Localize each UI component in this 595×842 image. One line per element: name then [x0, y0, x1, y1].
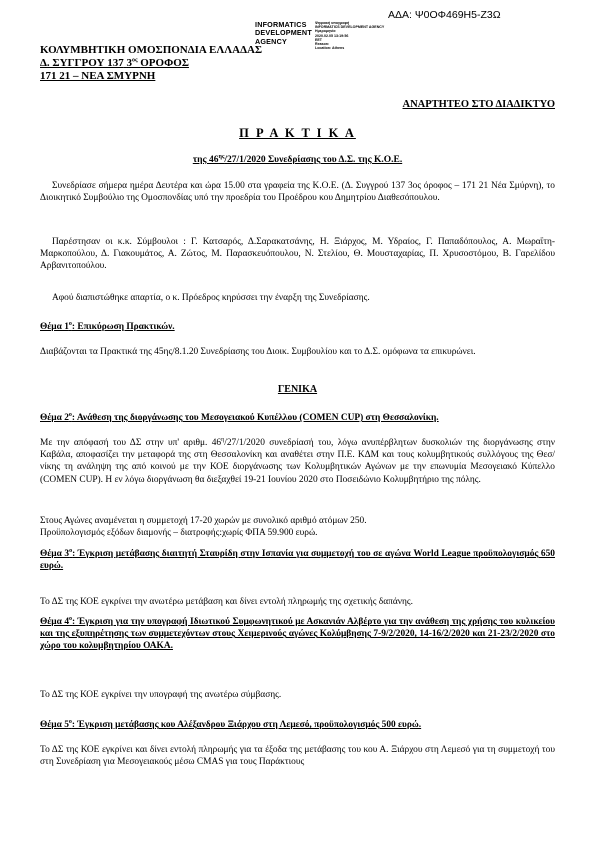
topic-2-heading: Θέμα $2^o$: Ανάθεση της διοργάνωσης του Μεσογειακού Κυπέλλου (COMEN CUP) στη Θεσσαλονίκη. — [40, 411, 439, 423]
topic-5-body: Το ΔΣ της ΚΟΕ εγκρίνει και δίνει εντολή πληρωμής για τα έξοδα της μετάβασης του κου Α. Ξιάρχου στη Λεμεσό για τη συμμετοχή του στη Συνεδρίαση για Μεσογειακούς μέσω CMAS για τους Παράκτιους — [40, 745, 555, 768]
org-header — [40, 44, 262, 83]
logo-line: INFORMATICS — [255, 20, 307, 29]
signature-line: EET — [315, 37, 322, 42]
document-title: Π Ρ Α Κ Τ Ι Κ Α — [239, 126, 356, 140]
org-name: ΚΟΛΥΜΒΗΤΙΚΗ ΟΜΟΣΠΟΝΔΙΑ ΕΛΛΑΔΑΣ — [40, 44, 263, 56]
logo-line: DEVELOPMENT — [255, 28, 312, 38]
topic-1-heading: Θέμα $1^o$: Επικύρωση Πρακτικών. — [40, 320, 175, 332]
signature-line: Location: Athens — [315, 46, 345, 51]
attendees-paragraph: Παρέστησαν οι κ.κ. Σύμβουλοι : Γ. Κατσαρός, Δ.Σαρακατσάνης, Η. Ξιάρχος, Μ. Υδραίος, Γ. Παπαδόπουλος, Α. Μωραΐτη-Μαρκοπούλου, Δ. Γιακουμάτος, Α. Ζώτος, Μ. Παρασκευόπουλου, Ν. Στελίου, Θ. Μουσταχαρίας, Π. Χρυσοστόμου, Β. Γαρελίδου Αρβανιτοπούλου. — [40, 237, 555, 272]
org-address: Δ. ΣΥΓΓΡΟΥ 137 $3^{o\varsigma}$ ΟΡΟΦΟΣ — [40, 57, 189, 69]
ada-code: ΑΔΑ: Ψ0ΟΦ469Η5-Ζ3Ω — [388, 9, 501, 21]
signature-line: Ψηφιακή υπογραφή — [315, 21, 350, 25]
signature-line: Reason: — [315, 42, 330, 47]
signature-line: INFORMATICS DEVELOPMENT AGENCY — [315, 25, 385, 30]
topic-2-budget: Προϋπολογισμός εξόδων διαμονής – διατροφής:χωρίς ΦΠΑ 59.900 ευρώ. — [40, 528, 318, 538]
quorum-paragraph: Αφού διαπιστώθηκε απαρτία, ο κ. Πρόεδρος κηρύσσει την έναρξη της Συνεδρίασης. — [52, 293, 370, 303]
topic-3-heading: Θέμα $3^o$: Έγκριση μετάβασης διαιτητή Σταυρίδη στην Ισπανία για συμμετοχή του σε αγώνα World League προϋπολογισμός 650 ευρώ. — [40, 547, 555, 572]
signature-line: 2020.02.05 13:19:56 — [315, 33, 349, 38]
topic-1-body: Διαβάζονται τα Πρακτικά της 45ης/8.1.20 Συνεδρίασης του Διοικ. Συμβουλίου και το Δ.Σ. ομόφωνα τα επικυρώνει. — [40, 347, 476, 357]
topic-2-participants: Στους Αγώνες αναμένεται η συμμετοχή 17-20 χωρών με συνολικό αριθμό ατόμων 250. — [40, 516, 367, 526]
topic-2-body: Με την απόφασή του ΔΣ στην υπ' αριθμ. $46^\eta/27/1/2020$ συνεδρίασή του, λόγω ανυπέρβλητων δυσκολιών της διοργάνωσης στην Καβάλα, αποφασίζει την μεταφορά της στη Θεσσαλονίκη και αναθέτει στην Π.Ε. ΚΔΜ και τους κολυμβητικούς συλλόγους της Θεσ/νίκης τη ανάληψη της από κοινού με την ΚΟΕ διοργάνωσης των Κολυμβητικών Αγώνων με την επωνυμία Μεσογειακό Κύπελλο (COMEN CUP). Η εν λόγω διοργάνωση θα διεξαχθεί 19-21 Ιουνίου 2020 στο Ποσειδώνιο Κολυμβητήριο της πόλης. — [40, 436, 556, 485]
topic-5-heading: Θέμα $5^o$: Έγκριση μετάβασης κου Αλέξανδρου Ξιάρχου στη Λεμεσό, προϋπολογισμός 500 ευρώ. — [40, 718, 422, 730]
intro-paragraph: Συνεδρίασε σήμερα ημέρα Δευτέρα και ώρα 15.00 στα γραφεία της Κ.Ο.Ε. (Δ. Συγγρού 137 3ος όροφος – 171 21 Νέα Σμύρνη), το Διοικητικό Συμβούλιο της Ομοσπονδίας υπό την προεδρία του Προέδρου κου Δημητρίου Διαθεσόπουλου. — [40, 181, 555, 204]
topic-4-heading: Θέμα $4^o$: Έγκριση για την υπογραφή Ιδιωτικού Συμφωνητικού με Ασκανιάν Αλβέρτο για την ανάθεση της χρήσης του κυλικείου και της εξυπηρέτησης των συμμετεχόντων στους Χειμερινούς αγώνες Κολύμβησης 7-9/2/2020, 14-16/2/2020 και 21-23/2/2020 στο χώρο του κολυμβητηρίου ΟΑΚΑ. — [40, 615, 555, 652]
topic-3-body: Το ΔΣ της ΚΟΕ εγκρίνει την ανωτέρω μετάβαση και δίνει εντολή πληρωμής της σχετικής δαπάνης. — [40, 597, 413, 607]
org-postcode: 171 21 – ΝΕΑ ΣΜΥΡΝΗ — [40, 70, 156, 82]
document-subtitle: της $46^{\eta\varsigma}/27/1/2020$ Συνεδρίασης του Δ.Σ. της Κ.Ο.Ε. — [192, 153, 403, 165]
topic-4-body: Το ΔΣ της ΚΟΕ εγκρίνει την υπογραφή της ανωτέρω σύμβασης. — [40, 690, 282, 700]
section-general: ΓΕΝΙΚΑ — [277, 384, 318, 395]
publish-notice: ΑΝΑΡΤΗΤΕΟ ΣΤΟ ΔΙΑΔΙΚΤΥΟ — [402, 99, 555, 110]
digital-signature-logo — [255, 21, 405, 57]
logo-line: AGENCY — [255, 36, 287, 46]
signature-line: Ημερομηνία — [315, 29, 336, 34]
